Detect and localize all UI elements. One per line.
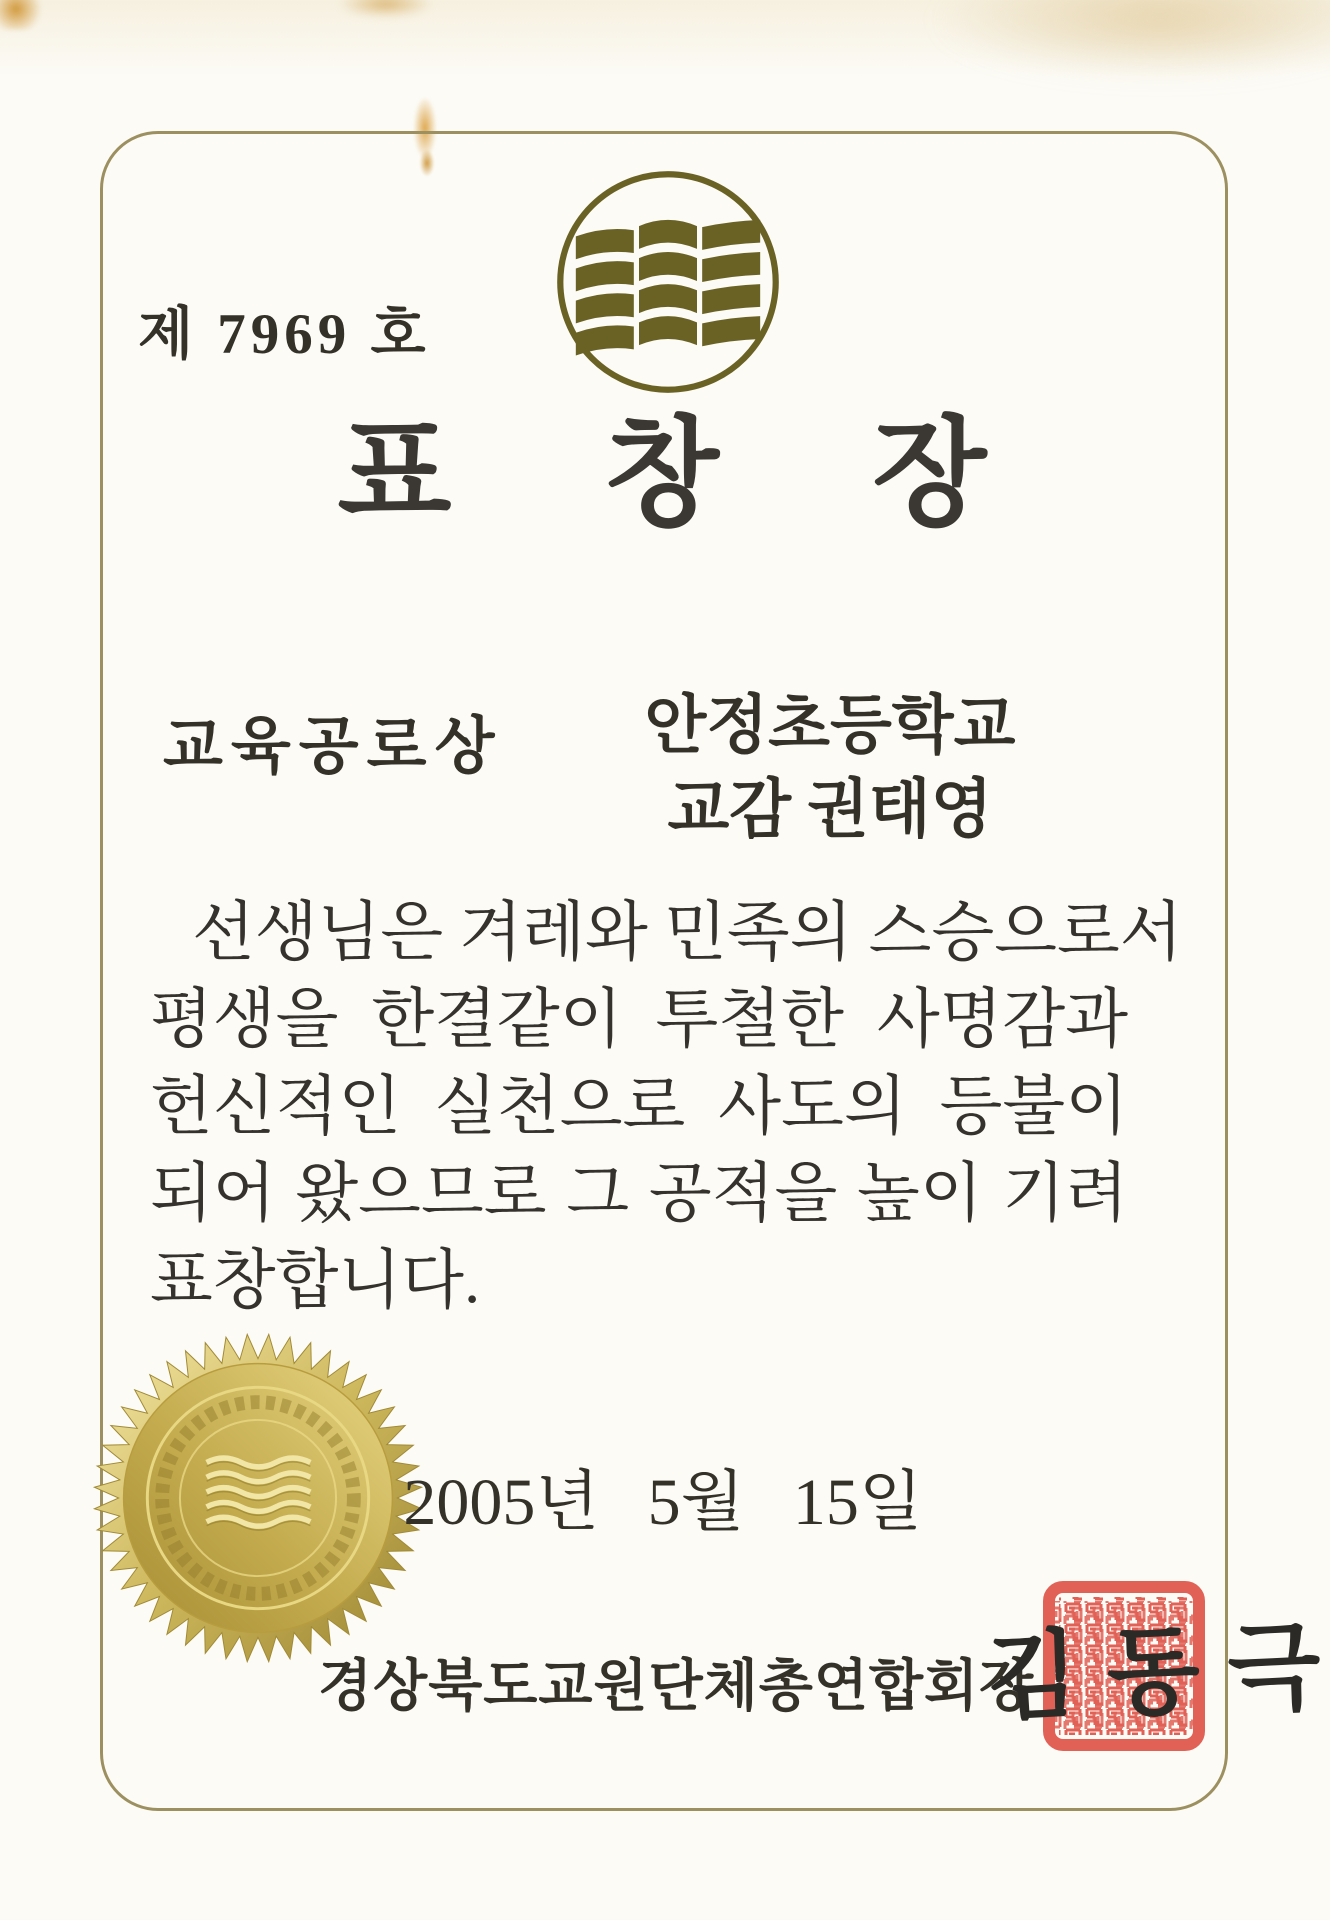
citation-line: 헌신적인 실천으로 사도의 등불이 <box>150 1071 1128 1143</box>
certificate-number: 제 7969 호 <box>138 303 431 366</box>
citation-line: 되어 왔으므로 그 공적을 높이 기려 <box>150 1158 1128 1230</box>
paper-stain <box>930 0 1330 80</box>
citation-body <box>150 890 1183 1325</box>
citation-line: 표창합니다. <box>150 1245 481 1317</box>
paper-stain <box>0 0 46 30</box>
certificate-date: 2005년 5월 15일 <box>403 1466 923 1539</box>
issuer-title: 경상북도교원단체총연합회장 <box>318 1656 1035 1718</box>
signer-name-signature: 김 동 극 <box>984 1613 1325 1732</box>
recipient-school: 안정초등학교 <box>644 690 1016 761</box>
award-name: 교육공로상 <box>163 713 503 781</box>
citation-line: 선생님은 겨레와 민족의 스승으로서 <box>192 897 1183 969</box>
recipient-title-name: 교감 권태영 <box>667 774 993 845</box>
recipient-block <box>575 684 1085 852</box>
citation-line: 평생을 한결같이 투철한 사명감과 <box>150 984 1128 1056</box>
waving-flag-book-emblem-icon <box>552 166 784 398</box>
certificate-title: 표 창 장 <box>337 409 989 540</box>
paper-stain <box>338 0 433 18</box>
